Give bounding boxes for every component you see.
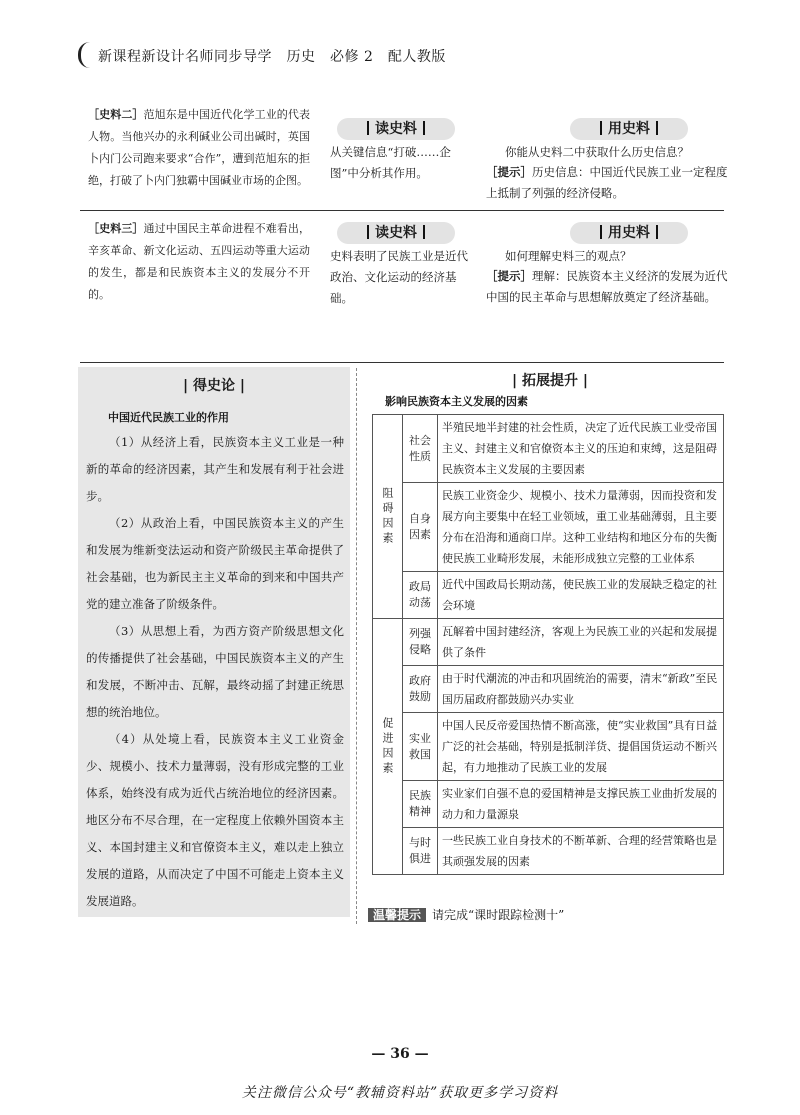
divider-2 <box>80 362 724 363</box>
factor-label: 社会性质 <box>403 415 438 483</box>
factor-text: 中国人民反帝爱国热情不断高涨，使“实业救国”具有日益广泛的社会基础，特别是抵制洋货、提倡国货运动不断兴起，有力地推动了民族工业的发展 <box>438 713 724 781</box>
summary-p3: （3）从思想上看，为西方资产阶级思想文化的传播提供了社会基础，中国民族资本主义的产生和发展，不断冲击、瓦解，最终动摇了封建正统思想的统治地位。 <box>86 624 344 719</box>
read-source-badge-2 <box>337 222 455 244</box>
factor-row <box>373 781 724 828</box>
divider-1 <box>80 210 724 211</box>
tip-label: ［提示］ <box>486 165 532 179</box>
factor-row <box>373 483 724 572</box>
summary-subtitle: 中国近代民族工业的作用 <box>108 411 229 424</box>
use-label: 用史料 <box>608 121 650 137</box>
summary-p1: （1）从经济上看，民族资本主义工业是一种新的革命的经济因素，其产生和发展有利于社会进步。 <box>86 435 344 503</box>
factor-label: 实业救国 <box>403 713 438 781</box>
factor-label: 自身因素 <box>403 483 438 572</box>
source3-read-text: 史料表明了民族工业是近代政治、文化运动的经济基础。 <box>330 249 468 305</box>
factor-label: 民族精神 <box>403 781 438 828</box>
promote-group-label: 促进因素 <box>373 619 403 875</box>
source3-body: 通过中国民主革命进程不难看出，辛亥革命、新文化运动、五四运动等重大运动的发生，都是和民族资本主义的发展分不开的。 <box>88 222 311 301</box>
factor-label: 政局动荡 <box>403 572 438 619</box>
source2-question: 你能从史料二中获取什么历史信息？ <box>505 145 689 159</box>
column-divider <box>356 368 357 924</box>
factor-text: 民族工业资金少、规模小、技术力量薄弱，因而投资和发展方向主要集中在轻工业领域，重工业基础薄弱，且主要分布在沿海和通商口岸。这种工业结构和地区分布的失衡使民族工业畸形发展，未能形成独立完整的工业体系 <box>438 483 724 572</box>
source3-text <box>88 218 310 306</box>
use-label: 用史料 <box>608 225 650 241</box>
factors-table <box>372 414 724 875</box>
header-title: 新课程新设计名师同步导学 历史 必修 2 配人教版 <box>98 49 446 65</box>
source2-tip <box>486 162 730 204</box>
read-label: 读史料 <box>375 121 417 137</box>
factor-label: 政府鼓励 <box>403 666 438 713</box>
factor-text: 瓦解着中国封建经济，客观上为民族工业的兴起和发展提供了条件 <box>438 619 724 666</box>
tip-label: ［提示］ <box>486 269 532 283</box>
footer-note: 关注微信公众号“教辅资料站”获取更多学习资料 <box>241 1085 559 1101</box>
source3-question: 如何理解史料三的观点？ <box>505 249 632 263</box>
hinder-group-label: 阻碍因素 <box>373 415 403 619</box>
header-bracket-decoration <box>78 42 93 68</box>
source2-text <box>88 104 310 192</box>
factor-label: 列强侵略 <box>403 619 438 666</box>
factor-row <box>373 415 724 483</box>
summary-p2: （2）从政治上看，中国民族资本主义的产生和发展为维新变法运动和资产阶级民主革命提供了社会基础，也为新民主主义革命的到来和中国共产党的建立准备了阶级条件。 <box>86 516 344 611</box>
factor-row <box>373 666 724 713</box>
read-label: 读史料 <box>375 225 417 241</box>
factor-row <box>373 713 724 781</box>
summary-title: | 得史论 | <box>183 378 245 394</box>
page-header <box>78 36 723 92</box>
source3-tip-text: 理解：民族资本主义经济的发展为近代中国的民主革命与思想解放奠定了经济基础。 <box>486 269 728 304</box>
summary-p4: （4）从处境上看，民族资本主义工业资金少、规模小、技术力量薄弱，没有形成完整的工业体系，始终没有成为近代占统治地位的经济因素。地区分布不尽合理，在一定程度上依赖外国资本主义、本国封建主义和官僚资本主义，难以走上独立发展的道路，从而决定了中国不可能走上资本主义发展道路。 <box>86 732 344 908</box>
source2-body: 范旭东是中国近代化学工业的代表人物。当他兴办的永利碱业公司出碱时，英国卜内门公司跑来要求“合作”，遭到范旭东的拒绝，打破了卜内门独霸中国碱业市场的企图。 <box>88 108 311 187</box>
extend-title: | 拓展提升 | <box>512 373 588 389</box>
source2-read-text: 从关键信息“打破……企图”中分析其作用。 <box>330 145 451 180</box>
summary-box <box>78 367 350 917</box>
factor-text: 近代中国政局长期动荡，使民族工业的发展缺乏稳定的社会环境 <box>438 572 724 619</box>
warm-tip-label: 温馨提示 <box>368 908 426 922</box>
factor-text: 由于时代潮流的冲击和巩固统治的需要，清末“新政”至民国历届政府都鼓励兴办实业 <box>438 666 724 713</box>
use-source-badge-1 <box>570 118 688 140</box>
source3-tip <box>486 266 730 308</box>
read-source-badge-1 <box>337 118 455 140</box>
source2-tag: ［史料二］ <box>88 108 144 121</box>
factor-text: 半殖民地半封建的社会性质，决定了近代民族工业受帝国主义、封建主义和官僚资本主义的压迫和束缚，这是阻碍民族资本主义发展的主要因素 <box>438 415 724 483</box>
extend-subtitle: 影响民族资本主义发展的因素 <box>385 395 528 408</box>
factor-row <box>373 572 724 619</box>
factor-text: 实业家们自强不息的爱国精神是支撑民族工业曲折发展的动力和力量源泉 <box>438 781 724 828</box>
factor-text: 一些民族工业自身技术的不断革新、合理的经营策略也是其顽强发展的因素 <box>438 828 724 875</box>
source3-tag: ［史料三］ <box>88 222 144 235</box>
page-number: — 36 — <box>371 1046 429 1062</box>
use-source-badge-2 <box>570 222 688 244</box>
factor-row <box>373 619 724 666</box>
factor-row <box>373 828 724 875</box>
warm-tip-text: 请完成“课时跟踪检测十” <box>432 908 565 922</box>
factor-label: 与时俱进 <box>403 828 438 875</box>
source2-tip-text: 历史信息：中国近代民族工业一定程度上抵制了列强的经济侵略。 <box>486 165 728 200</box>
warm-tip <box>368 906 718 923</box>
